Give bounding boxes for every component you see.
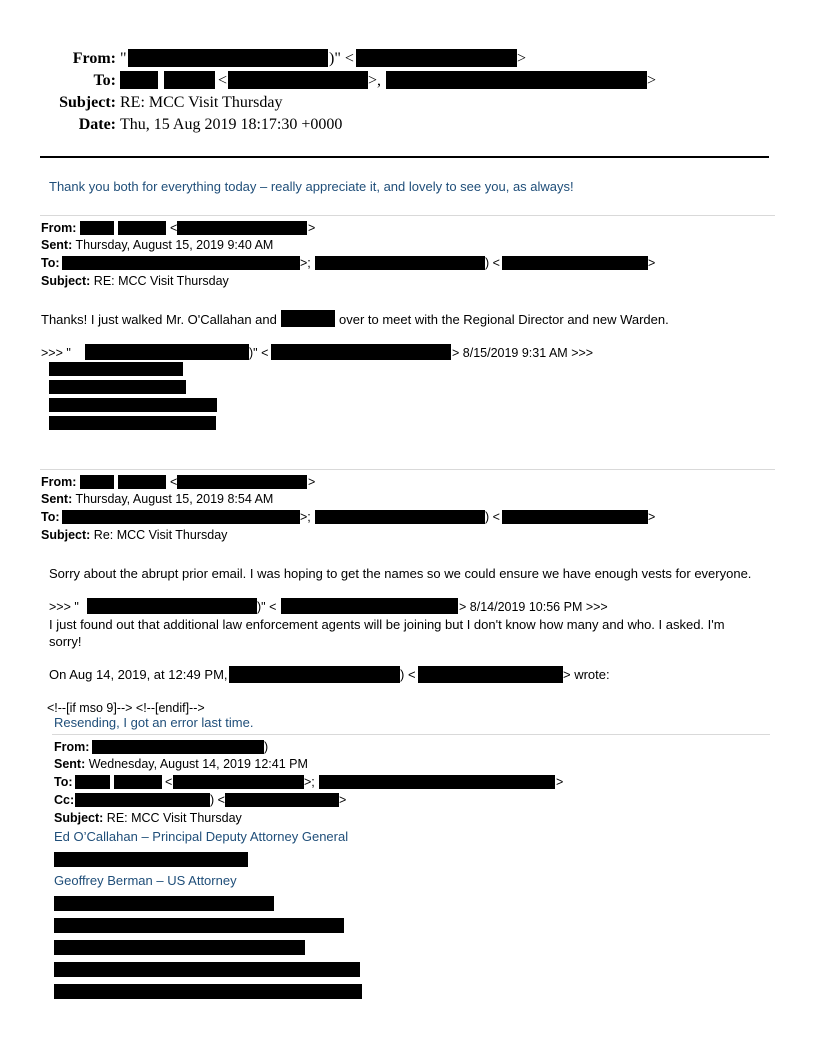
quote-prefix: >>> " — [49, 600, 79, 614]
redaction — [128, 49, 328, 67]
redaction — [319, 775, 555, 789]
divider — [52, 734, 770, 735]
redaction — [54, 984, 362, 999]
redaction — [229, 666, 400, 683]
redaction — [85, 344, 249, 360]
redaction — [271, 344, 451, 360]
redaction — [80, 475, 114, 489]
date-label: Date: — [78, 116, 116, 133]
gt: > — [308, 475, 316, 489]
gt: > — [648, 510, 656, 524]
quote-body-line-1: I just found out that additional law enforcement agents will be joining but I don't know how many and who. I asked. I'm — [49, 617, 725, 632]
sep: )" < — [249, 346, 269, 360]
lt: < — [165, 775, 173, 789]
redaction — [177, 475, 307, 489]
from-label: From: — [41, 221, 77, 235]
sep: ) — [264, 740, 269, 754]
sent-value: Thursday, August 15, 2019 9:40 AM — [75, 238, 274, 252]
subject-label: Subject: — [41, 274, 91, 288]
to-lt: < — [218, 72, 228, 89]
sep: ) < — [210, 793, 225, 807]
resend-note: Resending, I got an error last time. — [54, 715, 254, 730]
redaction — [49, 362, 183, 376]
redaction — [80, 221, 114, 235]
wrote-suffix: > wrote: — [563, 667, 610, 682]
redaction — [87, 598, 257, 614]
subject-value: Re: MCC Visit Thursday — [93, 528, 228, 542]
lt: < — [170, 475, 178, 489]
quote-body-line-2: sorry! — [49, 634, 82, 649]
from-close: )" < — [329, 50, 354, 67]
subject-label: Subject: — [41, 528, 91, 542]
message-body: Sorry about the abrupt prior email. I was hoping to get the names so we could ensure we have enough vests for everyone. — [49, 566, 752, 581]
redaction — [502, 256, 648, 270]
redaction — [281, 598, 458, 614]
subject-value: RE: MCC Visit Thursday — [106, 811, 242, 825]
to-label: To: — [41, 256, 60, 270]
redaction — [418, 666, 563, 683]
to-label: To: — [41, 510, 60, 524]
sep: >; — [300, 256, 311, 270]
sent-label: Sent: — [41, 492, 73, 506]
date-value: Thu, 15 Aug 2019 18:17:30 +0000 — [120, 116, 343, 133]
gt: > — [308, 221, 316, 235]
cc-label: Cc: — [54, 793, 75, 807]
quote-date: > 8/14/2019 10:56 PM >>> — [459, 600, 608, 614]
to-label: To: — [54, 775, 73, 789]
redaction — [54, 940, 305, 955]
message-body-a: Thanks! I just walked Mr. O'Callahan and — [41, 312, 277, 327]
redaction — [356, 49, 517, 67]
subject-value: RE: MCC Visit Thursday — [120, 94, 283, 111]
from-open-quote: " — [120, 50, 127, 67]
redaction — [54, 852, 248, 867]
sent-value: Wednesday, August 14, 2019 12:41 PM — [88, 757, 308, 771]
reply-body: Thank you both for everything today – really appreciate it, and lovely to see you, as always! — [49, 179, 574, 194]
sep: ) < — [485, 256, 500, 270]
subject-value: RE: MCC Visit Thursday — [93, 274, 229, 288]
attendee-line-1: Ed O’Callahan – Principal Deputy Attorney General — [54, 829, 349, 844]
wrote-prefix: On Aug 14, 2019, at 12:49 PM, — [49, 667, 228, 682]
redaction — [173, 775, 304, 789]
message-body-b: over to meet with the Regional Director and new Warden. — [339, 312, 669, 327]
redaction — [118, 221, 166, 235]
subject-label: Subject: — [54, 811, 104, 825]
mso-comment: <!--[if mso 9]--> <!--[endif]--> — [47, 701, 205, 715]
redaction — [54, 962, 360, 977]
gt: > — [556, 775, 564, 789]
redaction — [315, 256, 485, 270]
redaction — [114, 775, 162, 789]
sep: >; — [304, 775, 315, 789]
redaction — [92, 740, 264, 754]
sep: ) < — [400, 667, 416, 682]
lt: < — [170, 221, 178, 235]
redaction — [225, 793, 339, 807]
attendee-line-2: Geoffrey Berman – US Attorney — [54, 873, 237, 888]
divider — [40, 469, 775, 470]
to-label: To: — [93, 72, 116, 89]
from-gt: > — [517, 50, 527, 67]
redaction — [62, 256, 300, 270]
gt: > — [648, 256, 656, 270]
sent-label: Sent: — [54, 757, 86, 771]
redaction — [118, 475, 166, 489]
redaction — [386, 71, 647, 89]
from-label: From: — [54, 740, 90, 754]
redaction — [62, 510, 300, 524]
redaction — [228, 71, 368, 89]
sent-label: Sent: — [41, 238, 73, 252]
redaction — [75, 775, 110, 789]
redaction — [120, 71, 158, 89]
redaction — [49, 398, 217, 412]
redaction — [502, 510, 648, 524]
redaction — [54, 918, 344, 933]
from-label: From: — [41, 475, 77, 489]
from-label: From: — [72, 50, 116, 67]
gt: > — [339, 793, 347, 807]
quote-prefix: >>> " — [41, 346, 71, 360]
divider — [40, 215, 775, 216]
header-divider — [40, 156, 769, 158]
redaction — [54, 896, 274, 911]
sep: >; — [300, 510, 311, 524]
redaction — [281, 310, 335, 327]
quote-date: > 8/15/2019 9:31 AM >>> — [452, 346, 594, 360]
sent-value: Thursday, August 15, 2019 8:54 AM — [75, 492, 274, 506]
sep: )" < — [257, 600, 277, 614]
redaction — [49, 416, 216, 430]
sep: ) < — [485, 510, 500, 524]
to-gt: > — [647, 72, 657, 89]
to-sep: >, — [368, 72, 382, 89]
redaction — [75, 793, 210, 807]
subject-label: Subject: — [59, 94, 116, 111]
redaction — [177, 221, 307, 235]
redaction — [164, 71, 215, 89]
redaction — [315, 510, 485, 524]
redaction — [49, 380, 186, 394]
